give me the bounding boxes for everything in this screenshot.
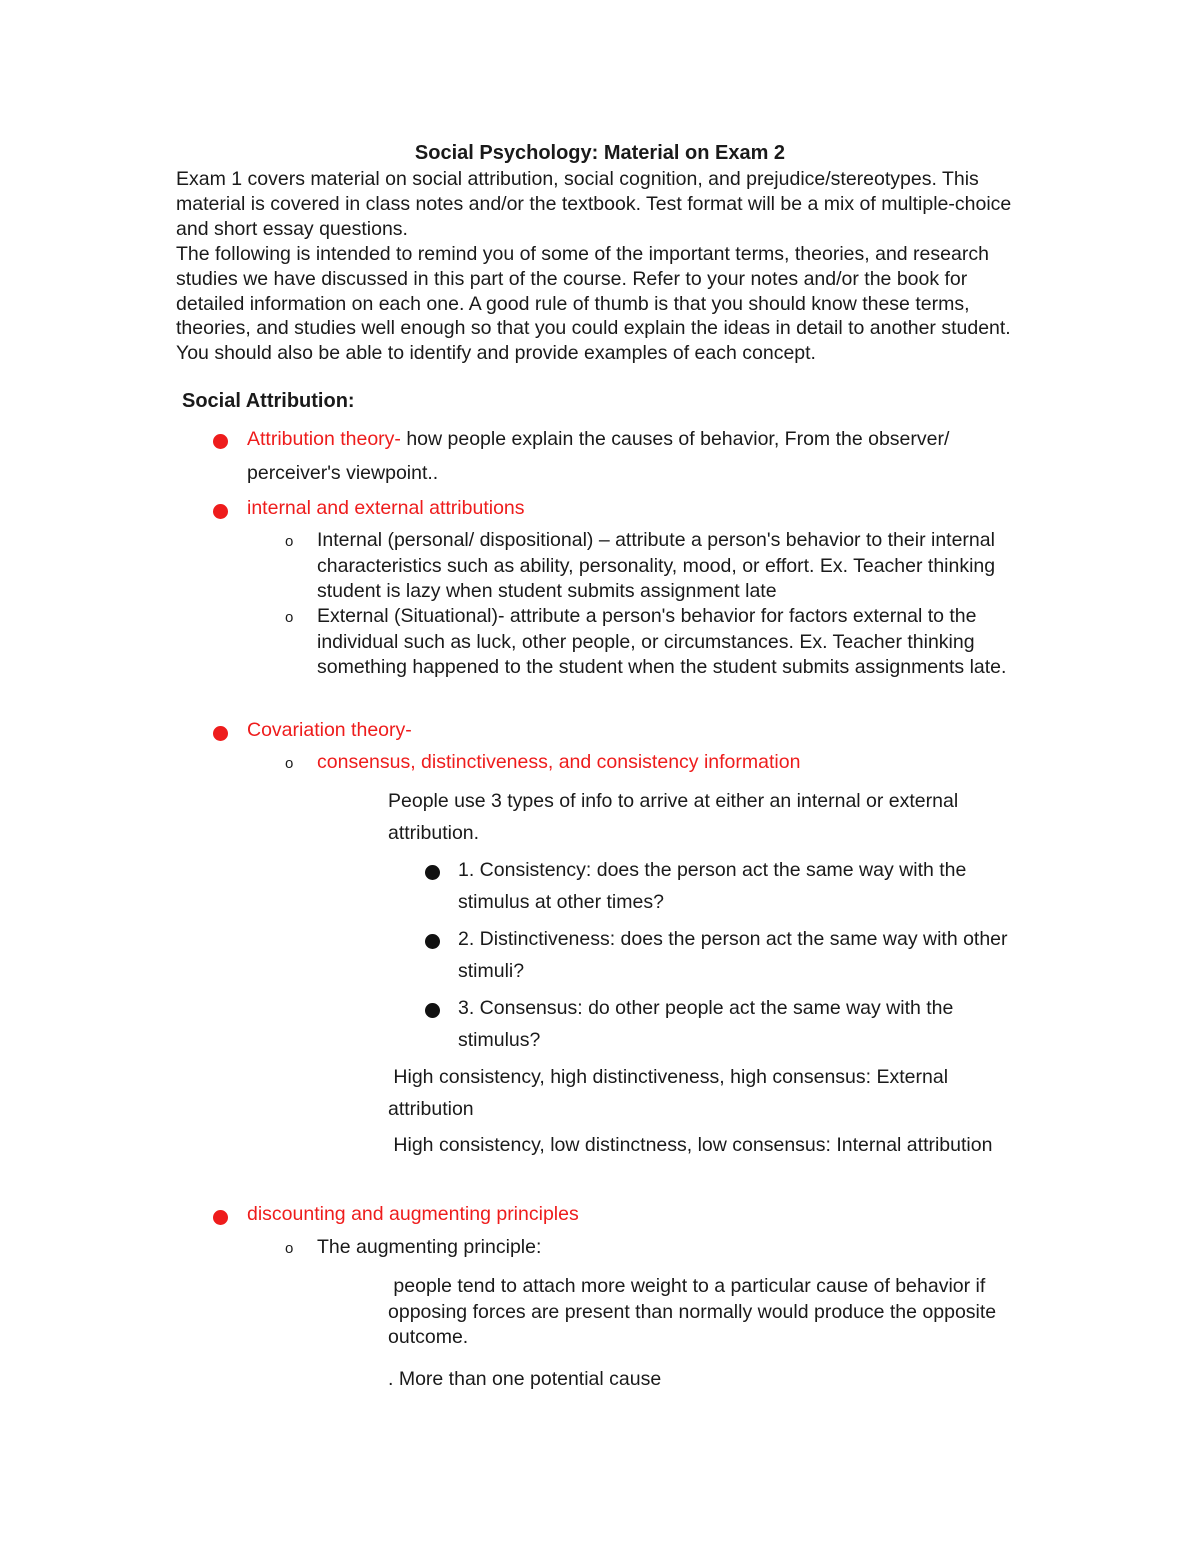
term-discounting-augmenting: discounting and augmenting principles: [247, 1203, 579, 1225]
red-dot-icon: [213, 1210, 228, 1225]
intro-paragraph-2: The following is intended to remind you of some of the important terms, theories, and research studies we have discussed in this part of the course. Refer to your notes and/or the book for detailed information on each one. A good rule of thumb is that you should know these terms, theories, and studies well enough so that you could explain the ideas in detail to another student. You should also be able to identify and provide examples of each concept.: [176, 243, 1011, 365]
hollow-o-icon: o: [285, 1240, 294, 1257]
definition-attribution-theory: how people explain the causes of behavior, From the observer/ perceiver's viewpoint..: [247, 428, 950, 484]
augmenting-principle-definition: people tend to attach more weight to a particular cause of behavior if opposing forces are present than normally would produce the opposite outcome.: [388, 1275, 1002, 1348]
external-attribution-text: External (Situational)- attribute a person's behavior for factors external to the individual such as luck, other people, or circumstances. Ex. Teacher thinking something happened to the student when the student submits assignments late.: [317, 605, 1007, 678]
black-dot-icon: [425, 865, 440, 880]
red-dot-icon: [213, 504, 228, 519]
term-internal-external: internal and external attributions: [247, 497, 525, 519]
bullet-attribution-theory: [247, 422, 1037, 490]
red-dot-icon: [213, 726, 228, 741]
page-title: Social Psychology: Material on Exam 2: [414, 142, 786, 164]
covariation-item-distinctiveness: 2. Distinctiveness: does the person act the same way with other stimuli?: [458, 928, 1008, 982]
rule-external-attribution: High consistency, high distinctiveness, high consensus: External attribution: [388, 1066, 954, 1120]
black-dot-icon: [425, 934, 440, 949]
augmenting-principle-label: The augmenting principle:: [317, 1236, 542, 1258]
term-covariation-theory: Covariation theory-: [247, 719, 412, 741]
covariation-item-consensus: 3. Consensus: do other people act the same way with the stimulus?: [458, 997, 954, 1051]
term-attribution-theory: Attribution theory-: [247, 428, 401, 450]
augmenting-note: . More than one potential cause: [388, 1368, 662, 1390]
hollow-o-icon: o: [285, 755, 294, 772]
covariation-explanation: People use 3 types of info to arrive at either an internal or external attribution.: [388, 790, 959, 844]
intro-paragraph-1: Exam 1 covers material on social attribution, social cognition, and prejudice/stereotypes. This material is covered in class notes and/or the textbook. Test format will be a mix of multiple-choice and short essay questions.: [176, 168, 1012, 240]
hollow-o-icon: o: [285, 533, 294, 550]
rule-internal-attribution: High consistency, low distinctness, low consensus: Internal attribution: [388, 1134, 993, 1156]
covariation-item-consistency: 1. Consistency: does the person act the same way with the stimulus at other times?: [458, 859, 967, 913]
red-dot-icon: [213, 434, 228, 449]
section-heading: Social Attribution:: [182, 390, 355, 412]
internal-attribution-text: Internal (personal/ dispositional) – attribute a person's behavior to their internal characteristics such as ability, personality, mood, or effort. Ex. Teacher thinking student is lazy when student submits assignment late: [317, 529, 996, 602]
black-dot-icon: [425, 1003, 440, 1018]
hollow-o-icon: o: [285, 609, 294, 626]
term-consensus-info: consensus, distinctiveness, and consistency information: [317, 751, 801, 773]
